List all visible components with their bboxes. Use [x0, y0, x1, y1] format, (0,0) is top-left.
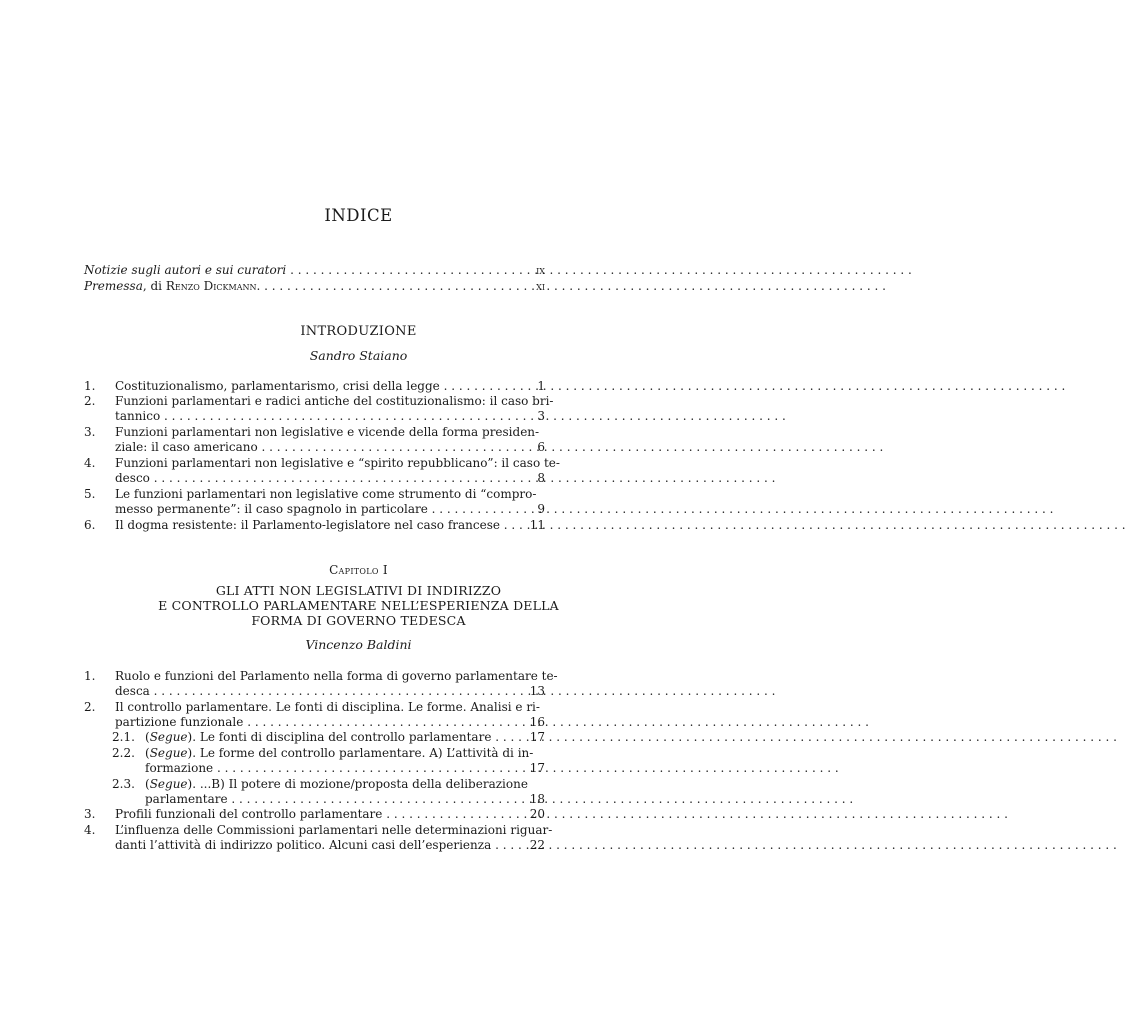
toc-page-number: 22: [529, 838, 545, 852]
toc-entry-line: messo permanente”: il caso spagnolo in particolare . . .: [115, 502, 511, 517]
toc-page-number: 13: [529, 684, 545, 698]
toc-page-number: 8: [537, 471, 545, 485]
segue-label: Segue: [149, 746, 188, 760]
toc-entry-number: 1.: [84, 379, 96, 393]
toc-entry-number: 4.: [84, 823, 96, 837]
toc-entry-line: formazione . . .: [145, 761, 511, 776]
section-heading: INTRODUZIONE: [300, 324, 417, 339]
chapter-title-line: GLI ATTI NON LEGISLATIVI DI INDIRIZZO: [215, 583, 502, 598]
toc-page-number: 17: [529, 761, 545, 775]
toc-entry-line: (Segue). ...B) Il potere di mozione/proposta della deliberazione: [145, 777, 528, 791]
chapter-title-line: E CONTROLLO PARLAMENTARE NELL’ESPERIENZA DELLA: [158, 598, 559, 613]
toc-entry-line: desca . . .: [115, 684, 511, 699]
toc-entry-number: 3.: [84, 425, 96, 439]
toc-entry-number: 2.: [84, 394, 96, 408]
toc-page-number: 3: [537, 409, 545, 423]
toc-entry-line: Costituzionalismo, parlamentarismo, crisi della legge . . .: [115, 379, 511, 394]
toc-entry-line: Profili funzionali del controllo parlamentare . . .: [115, 807, 511, 822]
page-title: INDICE: [324, 206, 393, 225]
toc-entry-number: 2.3.: [112, 777, 135, 791]
toc-entry-number: 1.: [84, 669, 96, 683]
toc-entry-line: danti l’attività di indirizzo politico. Alcuni casi dell’esperienza . . .: [115, 838, 511, 853]
toc-page-number: 11: [529, 518, 545, 532]
segue-label: Segue: [149, 777, 188, 791]
chapter-author: Vincenzo Baldini: [305, 637, 412, 652]
toc-entry-number: 3.: [84, 807, 96, 821]
toc-page-number: ix: [536, 263, 545, 277]
author-name: Renzo Dickmann: [165, 279, 257, 293]
toc-entry-line: Il controllo parlamentare. Le fonti di disciplina. Le forme. Analisi e ri-: [115, 700, 540, 714]
toc-entry-number: 2.: [84, 700, 96, 714]
toc-entry-line: Funzioni parlamentari non legislative e vicende della forma presiden-: [115, 425, 540, 439]
toc-entry-line: Funzioni parlamentari non legislative e “spirito repubblicano”: il caso te-: [115, 456, 560, 470]
chapter-title-line: FORMA DI GOVERNO TEDESCA: [251, 613, 466, 628]
toc-page-number: 6: [537, 440, 545, 454]
section-author: Sandro Staiano: [309, 348, 408, 363]
toc-entry-text: Notizie sugli autori e sui curatori: [84, 263, 287, 277]
toc-entry-number: 2.2.: [112, 746, 135, 760]
toc-page-number: 17: [529, 730, 545, 744]
toc-entry-number: 6.: [84, 518, 96, 532]
segue-label: Segue: [149, 730, 188, 744]
chapter-label: Capitolo I: [329, 563, 388, 577]
toc-page-number: xi: [536, 279, 545, 293]
toc-entry-line: parlamentare . . .: [145, 792, 511, 807]
toc-entry-number: 5.: [84, 487, 96, 501]
toc-entry-line: L’influenza delle Commissioni parlamentari nelle determinazioni riguar-: [115, 823, 553, 837]
toc-page-number: 9: [537, 502, 545, 516]
toc-entry-number: 2.1.: [112, 730, 135, 744]
toc-entry-text: Premessa: [84, 279, 143, 293]
toc-entry-line: Ruolo e funzioni del Parlamento nella forma di governo parlamentare te-: [115, 669, 558, 683]
toc-entry-line: (Segue). Le fonti di disciplina del controllo parlamentare . . .: [145, 730, 511, 745]
toc-entry-line: partizione funzionale . . .: [115, 715, 511, 730]
toc-page-number: 20: [529, 807, 545, 821]
toc-page-number: 1: [537, 379, 545, 393]
toc-entry-line: (Segue). Le forme del controllo parlamentare. A) L’attività di in-: [145, 746, 534, 760]
toc-entry-line: Funzioni parlamentari e radici antiche del costituzionalismo: il caso bri-: [115, 394, 554, 408]
toc-entry-line: Il dogma resistente: il Parlamento-legislatore nel caso francese . . .: [115, 518, 511, 533]
toc-entry-premessa: Premessa, di Renzo Dickmann. . . .: [84, 279, 511, 294]
toc-entry-line: desco . . .: [115, 471, 511, 486]
toc-entry-line: ziale: il caso americano . . .: [115, 440, 511, 455]
toc-entry-number: 4.: [84, 456, 96, 470]
toc-entry-line: tannico . . .: [115, 409, 511, 424]
toc-page-number: 16: [529, 715, 545, 729]
toc-entry-notizie: [84, 263, 511, 278]
toc-entry-line: Le funzioni parlamentari non legislative come strumento di “compro-: [115, 487, 537, 501]
toc-page-number: 18: [529, 792, 545, 806]
